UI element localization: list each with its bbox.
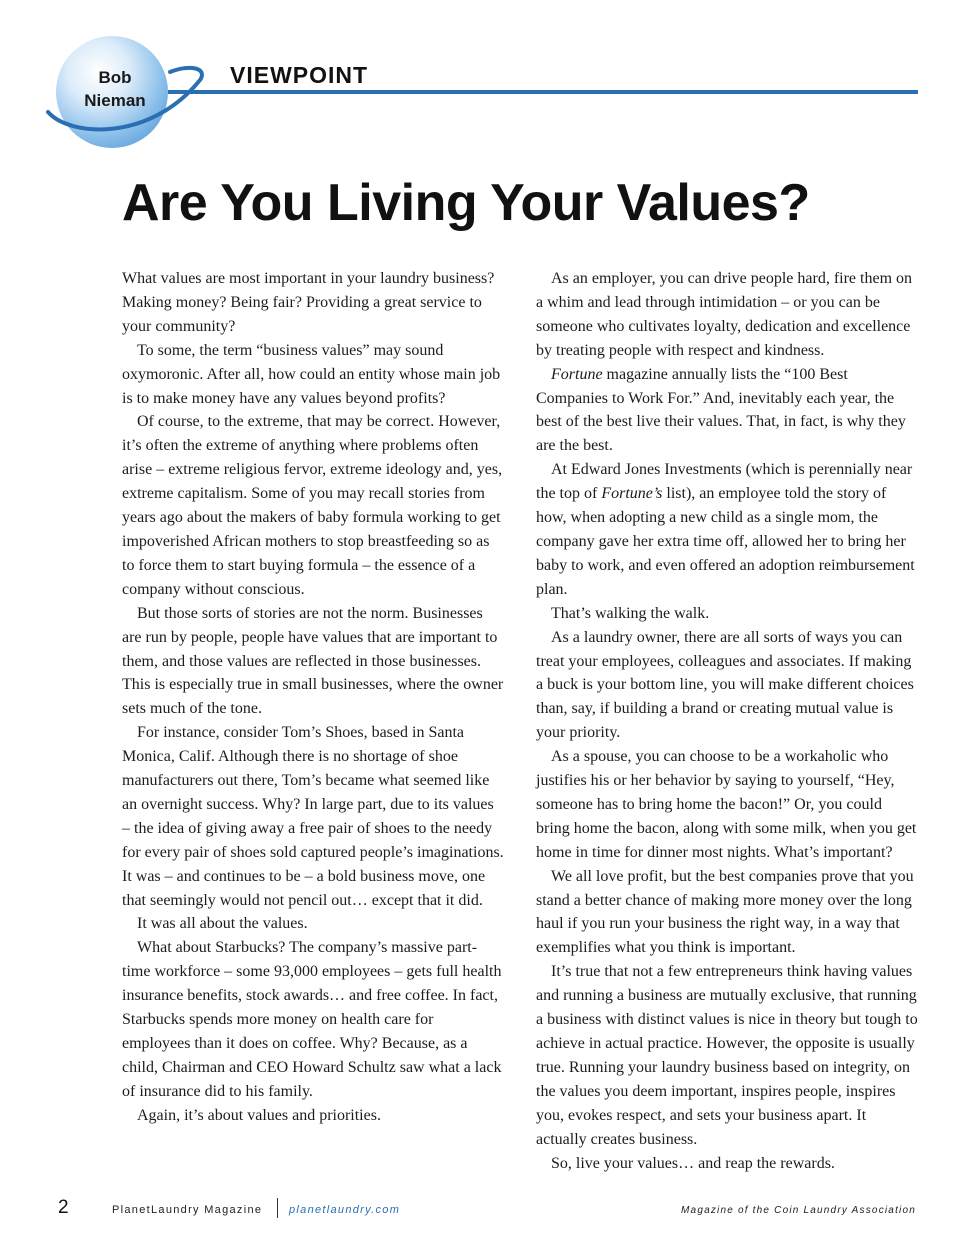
paragraph-text: At Edward Jones Investments (which is perennially near the top of [536, 461, 913, 503]
paragraph: We all love profit, but the best companies prove that you stand a better chance of making more money over the long haul if you run your business the right way, in a way that exemplifies what you think is important. [536, 867, 914, 957]
article-column-right [536, 267, 918, 1175]
paragraph: As a laundry owner, there are all sorts of ways you can treat your employees, colleagues and associates. If making a buck is your bottom line, you will make different choices than, say, if building a brand or creating mutual value is your priority. [536, 628, 914, 742]
header-rule [168, 90, 918, 94]
paragraph: It’s true that not a few entrepreneurs think having values and running a business are mutually exclusive, that running a business with distinct values is nice in theory but tough to achieve in actual practice. However, the opposite is usually true. Running your laundry business based on integrity, on the values you deem important, inspires people, inspires you, evokes respect, and sets your business apart. It actually creates business. [536, 963, 918, 1148]
magazine-name: PlanetLaundry Magazine [112, 1204, 263, 1216]
publication-name: Fortune’s [601, 485, 663, 503]
paragraph [536, 458, 918, 601]
paragraph [536, 363, 918, 459]
paragraph-text: list), an employee told the story of how, when adopting a new child as a single mom, the company gave her extra time off, allowed her to bring her baby to work, and even offered an adoption reimbursement plan. [536, 485, 915, 598]
paragraph: As an employer, you can drive people hard, fire them on a whim and lead through intimidation – or you can be someone who cultivates loyalty, dedication and excellence by treating people with respect and kindness. [536, 270, 913, 359]
author-last-name: Nieman [84, 91, 146, 110]
publication-name: Fortune [551, 365, 603, 383]
paragraph: What values are most important in your laundry business? Making money? Being fair? Providing a great service to your community? [122, 270, 495, 335]
author-name [70, 66, 160, 112]
paragraph: But those sorts of stories are not the norm. Businesses are run by people, people have values that are important to them, and those values are reflected in those businesses. This is especially true in small businesses, where the owner sets much of the tone. [122, 604, 504, 718]
magazine-url-link[interactable]: planetlaundry.com [289, 1204, 401, 1216]
paragraph: As a spouse, you can choose to be a workaholic who justifies his or her behavior by saying to yourself, “Hey, someone has to bring home the bacon!” Or, you could bring home the bacon, along with some milk, when you get home in time for dinner most nights. What’s important? [536, 748, 917, 861]
paragraph: Of course, to the extreme, that may be correct. However, it’s often the extreme of anything where problems often arise – extreme religious fervor, extreme ideology and, yes, extreme capitalism. Some of you may recall stories from years ago about the makers of baby formula working to get impoverished African mothers to stop breastfeeding so as to force them to start buying formula – the essence of a company without conscious. [122, 413, 503, 598]
author-first-name: Bob [98, 68, 132, 87]
paragraph: It was all about the values. [137, 915, 308, 933]
paragraph-text: magazine annually lists the “100 Best Companies to Work For.” And, inevitably each year, the best of the best live their values. That, in fact, is why they are the best. [536, 365, 906, 455]
paragraph: That’s walking the walk. [551, 604, 710, 622]
section-label: VIEWPOINT [230, 62, 369, 88]
page-number: 2 [58, 1197, 69, 1218]
paragraph: For instance, consider Tom’s Shoes, based in Santa Monica, Calif. Although there is no shortage of shoe manufacturers out there, Tom’s became what seemed like an overnight success. Why? In large part, due to its values – the idea of giving away a free pair of shoes to the needy for every pair of shoes sold captured people’s imaginations. It was – and continues to be – a bold business move, one that seemingly would not pencil out… except that it did. [122, 724, 504, 909]
paragraph: So, live your values… and reap the rewards. [551, 1154, 835, 1172]
paragraph: Again, it’s about values and priorities. [137, 1106, 381, 1124]
article-title: Are You Living Your Values? [122, 174, 810, 232]
footer-divider [277, 1198, 278, 1218]
magazine-tagline: Magazine of the Coin Laundry Association [681, 1205, 916, 1216]
article-column-left [122, 267, 504, 1128]
paragraph: To some, the term “business values” may sound oxymoronic. After all, how could an entity whose main job is to make money have any values beyond profits? [122, 341, 501, 407]
paragraph: What about Starbucks? The company’s massive part-time workforce – some 93,000 employees – gets full health insurance benefits, stock awards… and free coffee. In fact, Starbucks spends more money on health care for employees than it does on coffee. Why? Because, as a child, Chairman and CEO Howard Schultz saw what a lack of insurance did to his family. [122, 939, 502, 1100]
